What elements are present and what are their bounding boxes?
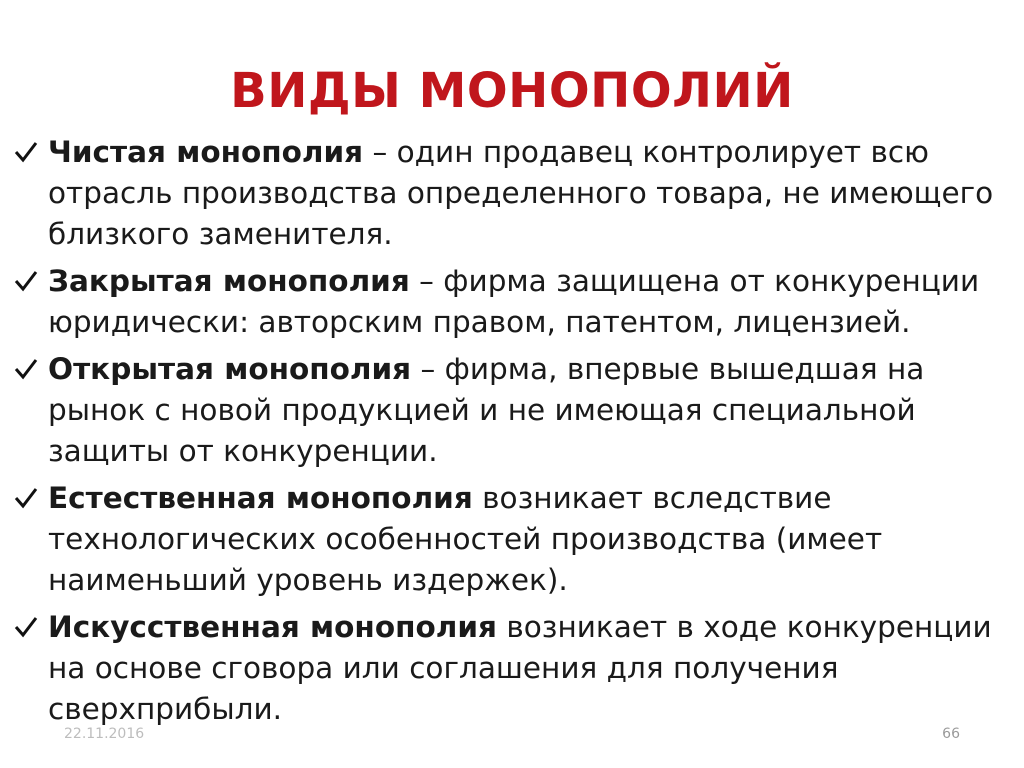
bullet-item (14, 349, 1014, 472)
bullet-term: Закрытая монополия (48, 264, 410, 298)
checkmark-icon (14, 261, 44, 302)
bullet-term: Чистая монополия (48, 135, 364, 169)
bullet-text: возникает вследствие технологических особенностей производства (имеет наименьший уровень издержек). (48, 481, 883, 597)
bullet-term: Открытая монополия (48, 352, 412, 386)
footer-date: 22.11.2016 (64, 726, 145, 742)
bullet-item (14, 261, 1014, 343)
checkmark-icon (14, 607, 44, 648)
bullet-list (14, 132, 1014, 736)
bullet-text: – один продавец контролирует всю отрасль производства определенного товара, не имеющего близкого заменителя. (48, 135, 994, 251)
bullet-term: Естественная монополия (48, 481, 473, 515)
checkmark-icon (14, 132, 44, 173)
slide-title: ВИДЫ МОНОПОЛИЙ (230, 63, 794, 120)
checkmark-icon (14, 349, 44, 390)
bullet-text: – фирма защищена от конкуренции юридически: авторским правом, патентом, лицензией. (48, 264, 980, 339)
bullet-term: Искусственная монополия (48, 610, 497, 644)
bullet-item (14, 132, 1014, 255)
bullet-item (14, 478, 1014, 601)
bullet-item (14, 607, 1014, 730)
bullet-text: – фирма, впервые вышедшая на рынок с новой продукцией и не имеющая специальной защиты от конкуренции. (48, 352, 925, 468)
checkmark-icon (14, 478, 44, 519)
bullet-text: возникает в ходе конкуренции на основе сговора или соглашения для получения сверхприбыли. (48, 610, 992, 726)
page-number: 66 (942, 726, 960, 742)
